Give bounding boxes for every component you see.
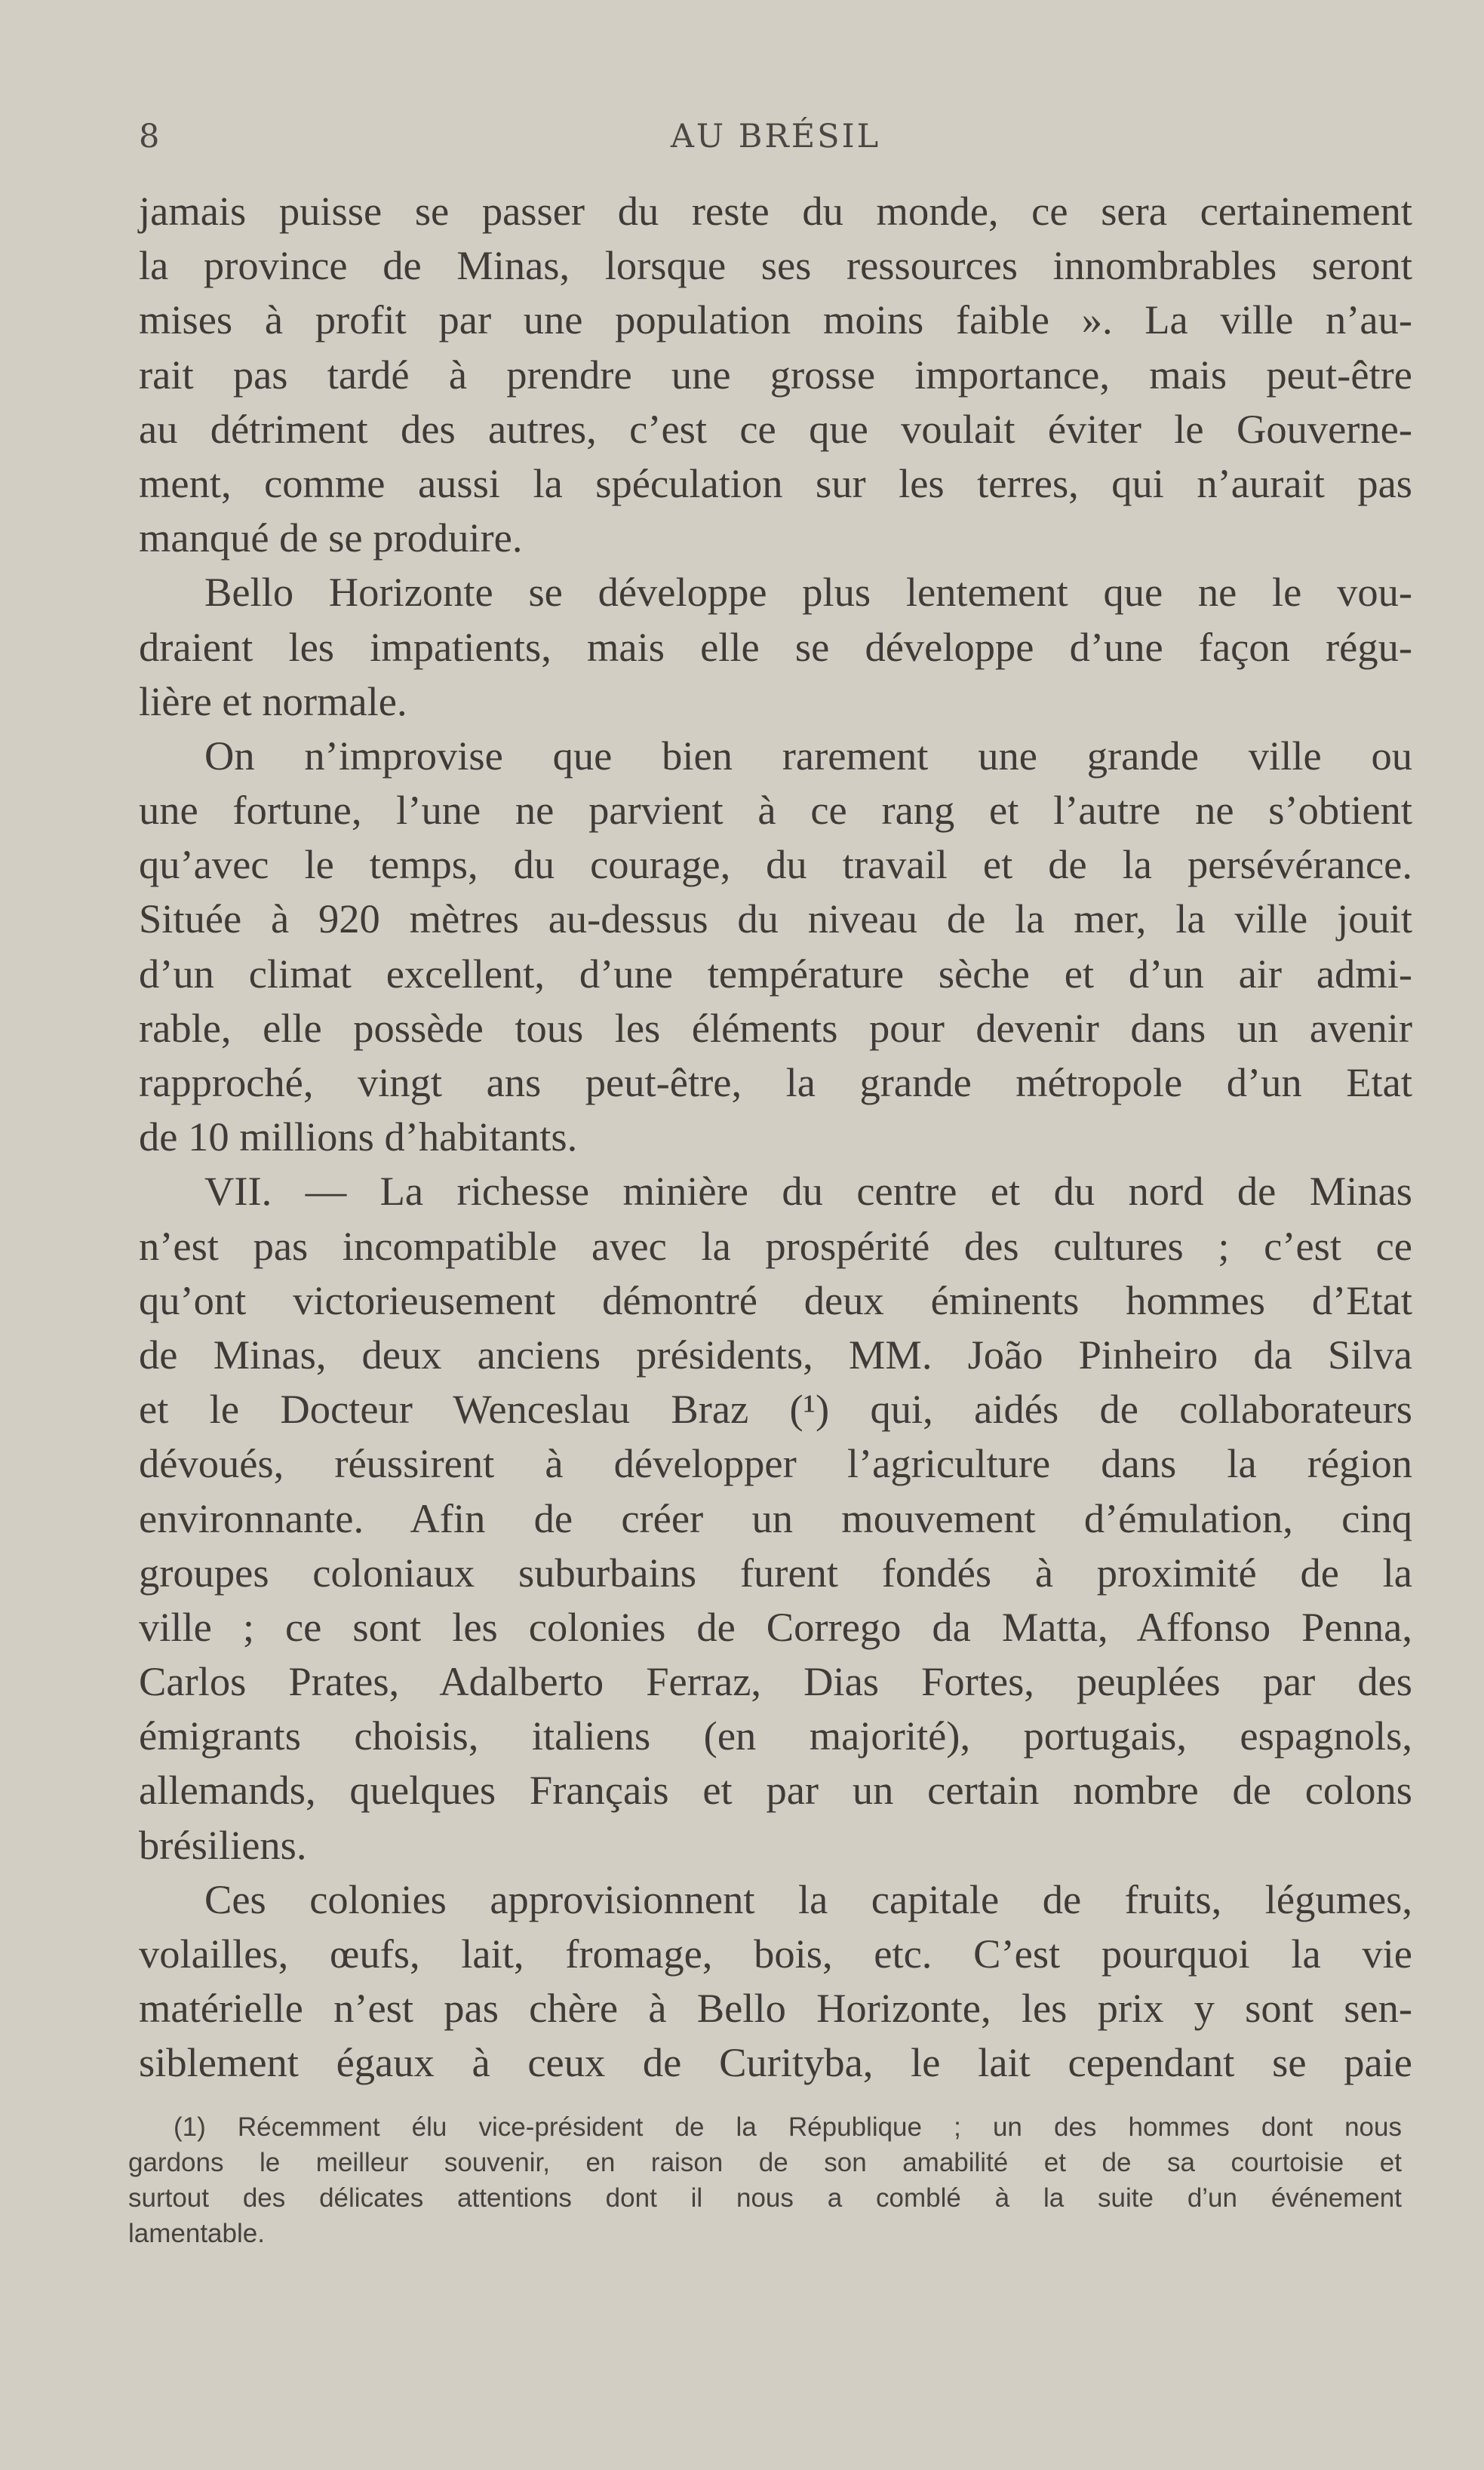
body-text [139,184,1412,2091]
text-line: qu’ont victorieusement démontré deux éminents hommes d’Etat [139,1276,1412,1323]
page-number: 8 [139,118,162,155]
text-line: n’est pas incompatible avec la prospérité des cultures ; c’est ce [139,1222,1412,1269]
text-line: la province de Minas, lorsque ses ressources innombrables seront [139,242,1412,289]
footnote-line: (1) Récemment élu vice-président de la République ; un des hommes dont nous [174,2112,1402,2142]
text-line: et le Docteur Wenceslau Braz (¹) qui, aidés de collaborateurs [139,1386,1412,1433]
text-line: émigrants choisis, italiens (en majorité), portugais, espagnols, [139,1713,1412,1759]
text-line: d’un climat excellent, d’une température sèche et d’un air admi- [139,950,1412,997]
text-line: Bello Horizonte se développe plus lentement que ne le vou- [204,569,1412,616]
running-title: AU BRÉSIL [670,118,881,155]
text-line: Carlos Prates, Adalberto Ferraz, Dias Fortes, peuplées par des [139,1658,1412,1705]
text-line: de 10 millions d’habitants. [139,1114,578,1160]
text-line: groupes coloniaux suburbains furent fondés à proximité de la [139,1549,1412,1596]
text-line: environnante. Afin de créer un mouvement d’émulation, cinq [139,1495,1412,1541]
text-line: matérielle n’est pas chère à Bello Horizonte, les prix y sont sen- [139,1985,1412,2032]
text-line: qu’avec le temps, du courage, du travail et de la persévérance. [139,841,1412,888]
text-line: de Minas, deux anciens présidents, MM. João Pinheiro da Silva [139,1331,1412,1378]
text-line: brésiliens. [139,1821,307,1868]
page-header [139,112,1412,164]
text-line: Ces colonies approvisionnent la capitale de fruits, légumes, [204,1876,1412,1922]
text-line: jamais puisse se passer du reste du monde, ce sera certainement [139,188,1412,234]
text-line: VII. — La richesse minière du centre et du nord de Minas [204,1168,1412,1215]
text-line: siblement égaux à ceux de Curityba, le lait cependant se paie [139,2039,1412,2086]
text-line: draient les impatients, mais elle se développe d’une façon régu- [139,623,1412,670]
text-line: volailles, œufs, lait, fromage, bois, etc. C’est pourquoi la vie [139,1931,1412,1977]
footnote-line: lamentable. [128,2219,265,2248]
text-line: Située à 920 mètres au-dessus du niveau de la mer, la ville jouit [139,896,1412,942]
text-line: au détriment des autres, c’est ce que voulait éviter le Gouverne- [139,405,1412,452]
text-line: On n’improvise que bien rarement une grande ville ou [204,732,1412,779]
text-line: manqué de se produire. [139,515,523,561]
text-line: mises à profit par une population moins faible ». La ville n’au- [139,296,1412,343]
text-line: allemands, quelques Français et par un certain nombre de colons [139,1767,1412,1814]
text-line: ment, comme aussi la spéculation sur les terres, qui n’aurait pas [139,459,1412,506]
footnote [128,2109,1402,2251]
footnote-line: gardons le meilleur souvenir, en raison de son amabilité et de sa courtoisie et [128,2148,1402,2177]
text-line: rait pas tardé à prendre une grosse importance, mais peut-être [139,351,1412,398]
text-line: dévoués, réussirent à développer l’agriculture dans la région [139,1440,1412,1487]
text-line: ville ; ce sont les colonies de Corrego da Matta, Affonso Penna, [139,1603,1412,1650]
text-line: rable, elle possède tous les éléments pour devenir dans un avenir [139,1004,1412,1051]
text-line: une fortune, l’une ne parvient à ce rang et l’autre ne s’obtient [139,787,1412,834]
text-line: lière et normale. [139,677,407,724]
text-line: rapproché, vingt ans peut-être, la grande métropole d’un Etat [139,1059,1412,1105]
footnote-line: surtout des délicates attentions dont il nous a comblé à la suite d’un événement [128,2183,1402,2213]
